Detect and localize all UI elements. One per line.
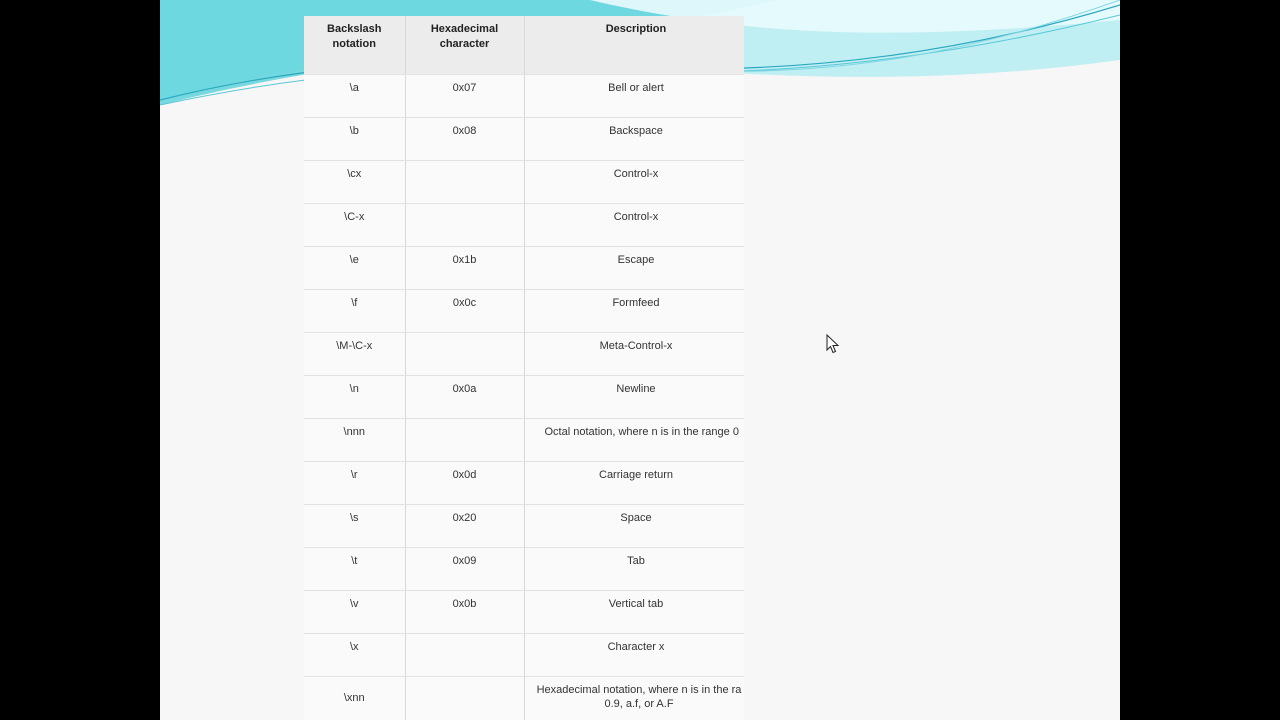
table-row [304, 634, 744, 677]
table-row [304, 419, 744, 462]
notation-cell: \nnn [304, 419, 405, 462]
hex-cell: 0x08 [405, 118, 524, 161]
notation-cell: \C-x [304, 204, 405, 247]
hex-cell [405, 419, 524, 462]
description-cell: Octal notation, where n is in the range 0 [524, 419, 744, 462]
table-row [304, 376, 744, 419]
table-row [304, 204, 744, 247]
notation-cell: \f [304, 290, 405, 333]
notation-cell: \r [304, 462, 405, 505]
table-row [304, 118, 744, 161]
description-cell: Meta-Control-x [524, 333, 744, 376]
mouse-pointer-icon [826, 334, 840, 354]
description-cell: Control-x [524, 204, 744, 247]
description-cell: Backspace [524, 118, 744, 161]
table-row [304, 505, 744, 548]
table-header-row [304, 16, 744, 75]
description-cell: Hexadecimal notation, where n is in the ra 0.9, a.f, or A.F [524, 677, 744, 720]
table-row [304, 591, 744, 634]
notation-cell: \s [304, 505, 405, 548]
description-cell: Character x [524, 634, 744, 677]
notation-cell: \e [304, 247, 405, 290]
notation-cell: \v [304, 591, 405, 634]
description-cell: Vertical tab [524, 591, 744, 634]
description-cell: Control-x [524, 161, 744, 204]
description-cell: Escape [524, 247, 744, 290]
description-cell: Newline [524, 376, 744, 419]
hex-cell [405, 204, 524, 247]
hex-cell: 0x20 [405, 505, 524, 548]
description-cell: Formfeed [524, 290, 744, 333]
table-row [304, 75, 744, 118]
hex-cell: 0x0b [405, 591, 524, 634]
hex-cell [405, 161, 524, 204]
header-description: Description [524, 16, 744, 75]
table-row [304, 548, 744, 591]
presentation-slide [160, 0, 1120, 720]
notation-cell: \t [304, 548, 405, 591]
hex-cell [405, 333, 524, 376]
hex-cell: 0x1b [405, 247, 524, 290]
hex-cell: 0x0d [405, 462, 524, 505]
description-cell: Carriage return [524, 462, 744, 505]
hex-cell: 0x07 [405, 75, 524, 118]
description-cell: Bell or alert [524, 75, 744, 118]
description-cell: Tab [524, 548, 744, 591]
hex-cell: 0x0c [405, 290, 524, 333]
table-row [304, 333, 744, 376]
hex-cell: 0x0a [405, 376, 524, 419]
table-row [304, 462, 744, 505]
hex-cell [405, 677, 524, 720]
notation-cell: \x [304, 634, 405, 677]
notation-cell: \cx [304, 161, 405, 204]
table-row [304, 161, 744, 204]
table-row [304, 247, 744, 290]
notation-cell: \xnn [304, 677, 405, 720]
table-row [304, 677, 744, 720]
hex-cell [405, 634, 524, 677]
table-row [304, 290, 744, 333]
description-cell: Space [524, 505, 744, 548]
notation-cell: \b [304, 118, 405, 161]
notation-cell: \n [304, 376, 405, 419]
hex-cell: 0x09 [405, 548, 524, 591]
escape-sequence-table-container [304, 16, 744, 720]
header-backslash-notation: Backslash notation [304, 16, 405, 75]
notation-cell: \a [304, 75, 405, 118]
notation-cell: \M-\C-x [304, 333, 405, 376]
escape-sequence-table [304, 16, 744, 720]
header-hexadecimal-character: Hexadecimal character [405, 16, 524, 75]
